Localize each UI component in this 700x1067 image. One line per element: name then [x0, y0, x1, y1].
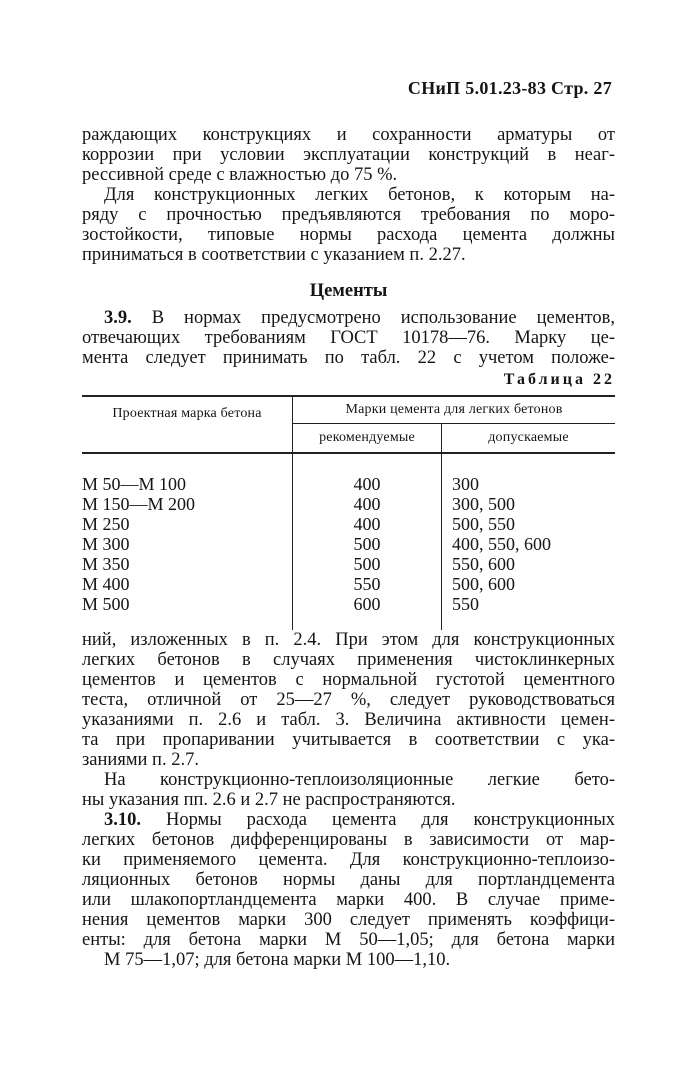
table-row — [82, 494, 615, 514]
text-line: зостойкости, типовые нормы расхода цемента должны — [82, 225, 615, 245]
text-line: цементов и цементов с нормальной густотой цементного — [82, 670, 615, 690]
col-header-recommended: рекомендуемые — [293, 424, 442, 454]
text-line: ны указания пп. 2.6 и 2.7 не распространяются. — [82, 790, 456, 810]
text-line: На конструкционно-теплоизоляционные легкие бето- — [104, 770, 615, 790]
text-line: М 75—1,07; для бетона марки М 100—1,10. — [104, 950, 451, 970]
recommended-cell: 400 — [293, 514, 442, 534]
text-line: указаниями п. 2.6 и табл. 3. Величина активности цемен- — [82, 710, 615, 730]
concrete-grade-cell: М 50—М 100 — [82, 474, 293, 494]
paragraph — [82, 630, 615, 770]
allowed-cell: 550, 600 — [452, 554, 515, 574]
paragraph — [82, 125, 615, 185]
allowed-cell: 500, 550 — [452, 514, 515, 534]
text-bottom — [82, 630, 615, 970]
recommended-cell: 600 — [293, 594, 442, 614]
clause-number: 3.10. — [104, 810, 141, 830]
recommended-cell: 400 — [293, 494, 442, 514]
concrete-grade-cell: М 250 — [82, 514, 293, 534]
text-top — [82, 125, 615, 265]
text-line: та при пропаривании учитывается в соответствии с ука- — [82, 730, 615, 750]
recommended-cell: 400 — [293, 474, 442, 494]
clause-3-9 — [82, 308, 615, 368]
paragraph — [82, 185, 615, 265]
table-row — [82, 474, 615, 494]
concrete-grade-cell: М 350 — [82, 554, 293, 574]
concrete-grade-cell: М 500 — [82, 594, 293, 614]
cement-table — [82, 395, 615, 630]
text-line: легких бетонов в случаях применения чистоклинкерных — [82, 650, 615, 670]
table-row — [82, 534, 615, 554]
text-line — [82, 308, 615, 328]
text-line: ряду с прочностью предъявляются требования по моро- — [82, 205, 615, 225]
text-line: раждающих конструкциях и сохранности арматуры от — [82, 125, 615, 145]
section-heading: Цементы — [309, 281, 388, 301]
paragraph — [82, 308, 615, 368]
recommended-cell: 500 — [293, 554, 442, 574]
text-line: мента следует принимать по табл. 22 с учетом положе- — [82, 348, 615, 368]
table-caption: Таблица 22 — [503, 371, 615, 388]
text-line: енты: для бетона марки М 50—1,05; для бетона марки — [82, 930, 615, 950]
table-end-row — [82, 614, 615, 630]
text-line: ний, изложенных в п. 2.4. При этом для конструкционных — [82, 630, 615, 650]
col-header-allowed: допускаемые — [488, 430, 569, 445]
allowed-cell: 300, 500 — [452, 494, 515, 514]
table-row — [82, 554, 615, 574]
col-group-header: Марки цемента для легких бетонов — [293, 396, 616, 424]
text-line: ляционных бетонов нормы даны для портландцемента — [82, 870, 615, 890]
allowed-cell: 500, 600 — [452, 574, 515, 594]
allowed-cell: 550 — [452, 594, 479, 614]
text-line: заниями п. 2.7. — [82, 750, 199, 770]
concrete-grade-cell: М 400 — [82, 574, 293, 594]
running-header: СНиП 5.01.23-83 Стр. 27 — [407, 78, 612, 98]
col-header-concrete-grade: Проектная марка бетона — [82, 396, 293, 453]
text-line: приниматься в соответствии с указанием п. 2.27. — [82, 245, 466, 265]
text-line: Для конструкционных легких бетонов, к которым на- — [104, 185, 615, 205]
text-span: Нормы расхода цемента для конструкционных — [141, 810, 615, 830]
concrete-grade-cell: М 150—М 200 — [82, 494, 293, 514]
table-row — [82, 594, 615, 614]
text-line: нения цементов марки 300 следует применять коэффици- — [82, 910, 615, 930]
text-line: теста, отличной от 25—27 %, следует руководствоваться — [82, 690, 615, 710]
recommended-cell: 550 — [293, 574, 442, 594]
text-span: В нормах предусмотрено использование цементов, — [131, 308, 615, 328]
table-row — [82, 574, 615, 594]
paragraph — [82, 770, 615, 810]
text-line: легких бетонов дифференцированы в зависимости от мар- — [82, 830, 615, 850]
recommended-cell: 500 — [293, 534, 442, 554]
allowed-cell: 400, 550, 600 — [452, 534, 551, 554]
text-line: ки применяемого цемента. Для конструкционно-теплоизо- — [82, 850, 615, 870]
clause-number: 3.9. — [104, 308, 132, 328]
concrete-grade-cell: М 300 — [82, 534, 293, 554]
text-line: рессивной среде с влажностью до 75 %. — [82, 165, 398, 185]
text-line — [82, 810, 615, 830]
paragraph — [82, 810, 615, 970]
allowed-cell: 300 — [452, 474, 479, 494]
text-line: отвечающих требованиям ГОСТ 10178—76. Марку це- — [82, 328, 615, 348]
text-line: коррозии при условии эксплуатации конструкций в неаг- — [82, 145, 615, 165]
text-line: или шлакопортландцемента марки 400. В случае приме- — [82, 890, 615, 910]
table-row — [82, 514, 615, 534]
